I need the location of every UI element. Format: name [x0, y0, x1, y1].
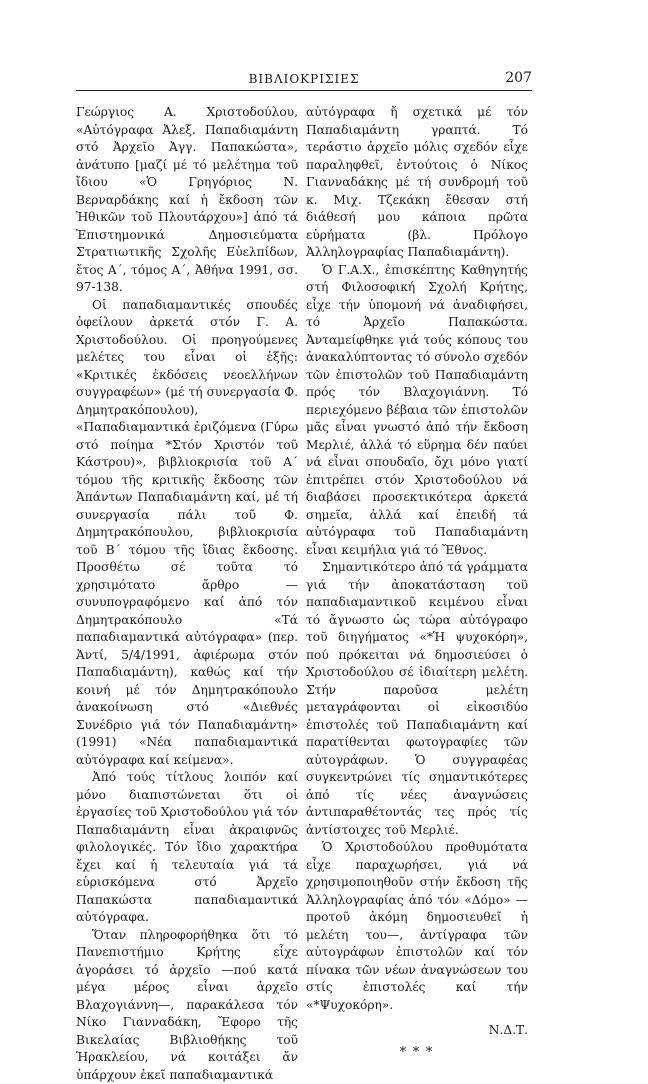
paragraph: Ὁ Γ.Α.Χ., ἐπισκέπτης Καθηγητής στή Φιλοσοφική Σχολή Κρήτης, εἶχε τήν ὑπομονή νά ἀναδιφήσει, τό Ἀρχεῖο Παπακώστα. Ἀνταμείφθηκε γιά τούς κόπους του ἀνακαλύπτοντας τό σύνολο σχεδόν τῶν ἐπιστολῶν τοῦ Παπαδιαμάντη πρός τόν Βλαχογιάννη. Τό περιεχόμενο βέβαια τῶν ἐπιστολῶν μᾶς εἶναι γνωστό ἀπό τήν ἔκδοση Μερλιέ, ἀλλά τό εὕρημα δέν παύει νά εἶναι σπουδαῖο, ὄχι μόνο γιατί ἐπιτρέπει στόν Χριστοδούλου νά διαβάσει προσεκτικότερα ἀρκετά σημεῖα, ἀλλά καί ἐπειδή τά αὐτόγραφα τοῦ Παπαδιαμάντη εἶναι κειμήλια γιά τό Ἔθνος. — [306, 262, 528, 560]
paragraph: Ἀπό τούς τίτλους λοιπόν καί μόνο διαπιστώνεται ὅτι οἱ ἐργασίες τοῦ Χριστοδούλου γιά τόν Παπαδιαμάντη εἶναι ἀκραιφνῶς φιλολογικές. Τόν ἴδιο χαρακτήρα ἔχει καί ἡ τελευταία γιά τά εὑρισκόμενα στό Ἀρχεῖο Παπακώστα παπαδιαμαντικά αὐτόγραφα. — [76, 769, 298, 927]
left-column — [76, 104, 298, 1084]
paragraph: Σημαντικότερο ἀπό τά γράμματα γιά τήν ἀποκατάσταση τοῦ παπαδιαμαντικοῦ κειμένου εἶναι τό ἄγνωστο ὡς τώρα αὐτόγραφο τοῦ διηγήματος «*Ἡ ψυχοκόρη», πού πρόκειται νά δημοσιεύσει ὁ Χριστοδούλου σέ ἰδιαίτερη μελέτη. Στήν παροῦσα μελέτη μεταγράφονται οἱ εἰκοσιδύο ἐπιστολές τοῦ Παπαδιαμάντη καί παρατίθενται φωτογραφίες τῶν αὐτογράφων. Ὁ συγγραφέας συγκεντρώνει τίς σημαντικότερες ἀπό τίς νέες ἀναγνώσεις ἀντιπαραθέτοντάς τες πρός τίς ἀντίστοιχες τοῦ Μερλιέ. — [306, 559, 528, 839]
right-column — [306, 104, 528, 1061]
running-header — [76, 66, 532, 91]
paragraph: Οἱ παπαδιαμαντικές σπουδές ὀφείλουν ἀρκετά στόν Γ. Α. Χριστοδούλου. Οἱ προηγούμενες μελέτες του εἶναι οἱ ἑξῆς: «Κριτικές ἐκδόσεις νεοελλήνων συγγραφέων» (μέ τή συνεργασία Φ. Δημητρακόπουλου), «Παπαδιαμαντικά ἐριζόμενα (Γύρω στό ποίημα *Στόν Χριστόν τοῦ Κάστρου)», βιβλιοκρισία τοῦ Α΄ τόμου τῆς κριτικῆς ἔκδοσης τῶν Ἁπάντων Παπαδιαμάντη καί, μέ τή συνεργασία πάλι τοῦ Φ. Δημητρακόπουλου, βιβλιοκρισία τοῦ Β΄ τόμου τῆς ἴδιας ἔκδοσης. Προσθέτω σέ τοῦτα τό χρησιμότατο ἄρθρο — συνυπογραφόμενο καί ἀπό τόν Δημητρακόπουλο «Τά παπαδιαμαντικά αὐτόγραφα» (περ. Ἀντί, 5/4/1991, ἀφιέρωμα στόν Παπαδιαμάντη), καθώς καί τήν κοινή μέ τόν Δημητρακόπουλο ἀνακοίνωση στό «Διεθνές Συνέδριο γιά τόν Παπαδιαμάντη» (1991) «Νέα παπαδιαμαντικά αὐτόγραφα καί κείμενα». — [76, 297, 298, 770]
book-reference: Γεώργιος Α. Χριστοδούλου, «Αὐτόγραφα Ἀλεξ. Παπαδιαμάντη στό Ἀρχεῖο Ἀγγ. Παπακώστα», ἀνάτυπο [μαζί μέ τό μελέτημα τοῦ ἴδιου «Ὁ Γρηγόριος Ν. Βερναρδάκης καί ἡ ἔκδοση τῶν Ἠθικῶν τοῦ Πλουτάρχου»] ἀπό τά Ἐπιστημονικά Δημοσιεύματα Στρατιωτικῆς Σχολῆς Εὐελπίδων, ἔτος Α΄, τόμος Α΄, Ἀθήνα 1991, σσ. 97-138. — [76, 104, 298, 297]
paragraph: Ὁ Χριστοδούλου προθυμότατα εἶχε παραχωρήσει, γιά νά χρησιμοποιηθοῦν στήν ἔκδοση τῆς Ἀλληλογραφίας ἀπό τόν «Δόμο» —προτοῦ ἀκόμη δημοσιευθεῖ ἡ μελέτη του—, ἀντίγραφα τῶν αὐτογράφων ἐπιστολῶν καί τόν πίνακα τῶν νέων ἀναγνώσεων του στίς ἐπιστολές καί τήν «*Ψυχοκόρη». — [306, 839, 528, 1014]
section-title: ΒΙΒΛΙΟΚΡΙΣΙΕΣ — [76, 72, 532, 86]
asterism-ornament: * * * — [306, 1044, 528, 1062]
paragraph: αὐτόγραφα ἤ σχετικά μέ τόν Παπαδιαμάντη γραπτά. Τό τεράστιο ἀρχεῖο μόλις σχεδόν εἶχε παραληφθεῖ, ἐντούτοις ὁ Νίκος Γιανναδάκης μέ τή συνδρομή τοῦ κ. Μιχ. Τζεκάκη ἔθεσαν στή διάθεσή μου κάποια πρῶτα εὑρήματα (βλ. Πρόλογο Ἀλληλογραφίας Παπαδιαμάντη). — [306, 104, 528, 262]
author-signature: Ν.Δ.Τ. — [306, 1022, 528, 1040]
paragraph: Ὅταν πληροφορήθηκα ὅτι τό Πανεπιστήμιο Κρήτης εἶχε ἀγοράσει τό ἀρχεῖο —πού κατά μέγα μέρος εἶναι ἀρχεῖο Βλαχογιάννη—, παρακάλεσα τόν Νίκο Γιανναδάκη, Ἔφορο τῆς Βικελαίας Βιβλιοθήκης τοῦ Ἡρακλείου, νά κοιτάξει ἄν ὑπάρχουν ἐκεῖ παπαδιαμαντικά — [76, 927, 298, 1084]
page-number: 207 — [505, 70, 532, 86]
